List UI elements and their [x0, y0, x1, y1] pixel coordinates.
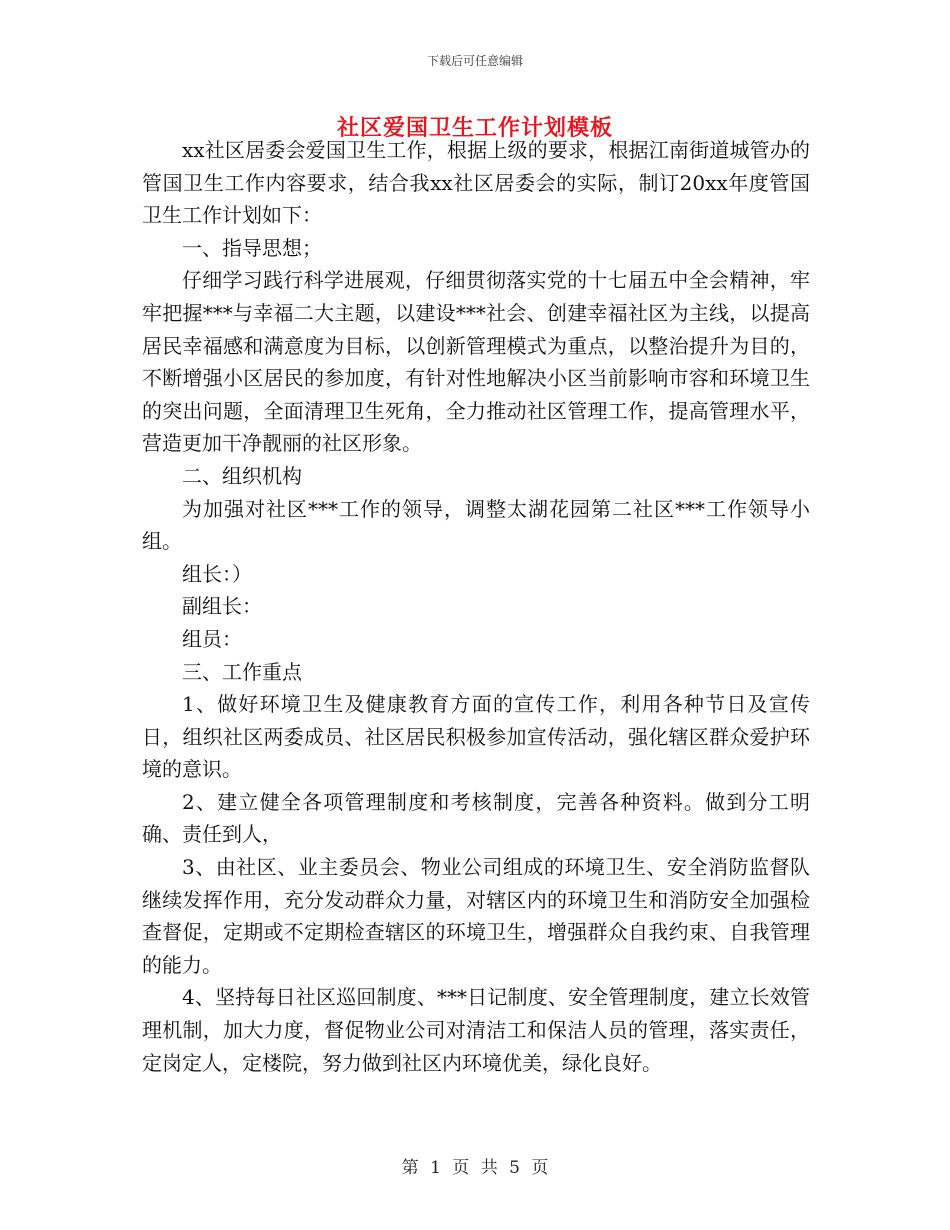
section-heading-organization: 二、组织机构: [182, 463, 302, 488]
paragraph-item-4: 4、坚持每日社区巡回制度、***日记制度、安全管理制度，建立长效管理机制，加大力度，督促物业公司对清洁工和保洁人员的管理，落实责任，定岗定人，定楼院，努力做到社区内环境优美，绿化良好。: [142, 985, 810, 1075]
document-body: [142, 134, 810, 1079]
paragraph-organization: 为加强对社区***工作的领导，调整太湖花园第二社区***工作领导小组。: [142, 496, 810, 554]
paragraph-item-2: 2、建立健全各项管理制度和考核制度，完善各种资料。做到分工明确、责任到人，: [142, 789, 810, 847]
page-header-note: 下载后可任意编辑: [426, 54, 523, 68]
line-group-leader: 组长：）: [182, 561, 252, 586]
line-members: 组员：: [182, 626, 242, 651]
section-heading-guiding-thought: 一、指导思想；: [182, 235, 322, 260]
paragraph-item-1: 1、做好环境卫生及健康教育方面的宣传工作，利用各种节日及宣传日，组织社区两委成员、社区居民积极参加宣传活动，强化辖区群众爱护环境的意识。: [142, 692, 810, 782]
paragraph-guiding-thought: 仔细学习践行科学进展观，仔细贯彻落实党的十七届五中全会精神，牢牢把握***与幸福二大主题，以建设***社会、创建幸福社区为主线，以提高居民幸福感和满意度为目标，以创新管理模式为重点，以整治提升为目的，不断增强小区居民的参加度，有针对性地解决小区当前影响市容和环境卫生的突出问题，全面清理卫生死角，全力推动社区管理工作，提高管理水平，营造更加干净靓丽的社区形象。: [142, 268, 810, 456]
section-heading-work-focus: 三、工作重点: [182, 659, 302, 684]
document-title: 社区爱国卫生工作计划模板: [336, 115, 613, 141]
paragraph-item-3: 3、由社区、业主委员会、物业公司组成的环境卫生、安全消防监督队继续发挥作用，充分发动群众力量，对辖区内的环境卫生和消防安全加强检查督促，定期或不定期检查辖区的环境卫生，增强群众自我约束、自我管理的能力。: [142, 855, 810, 977]
paragraph-intro: xx社区居委会爱国卫生工作，根据上级的要求，根据江南街道城管办的管国卫生工作内容要求，结合我xx社区居委会的实际，制订20xx年度管国卫生工作计划如下：: [142, 138, 810, 228]
line-deputy-leader: 副组长：: [182, 594, 262, 619]
page-number-footer: 第 1 页 共 5 页: [401, 1158, 549, 1178]
